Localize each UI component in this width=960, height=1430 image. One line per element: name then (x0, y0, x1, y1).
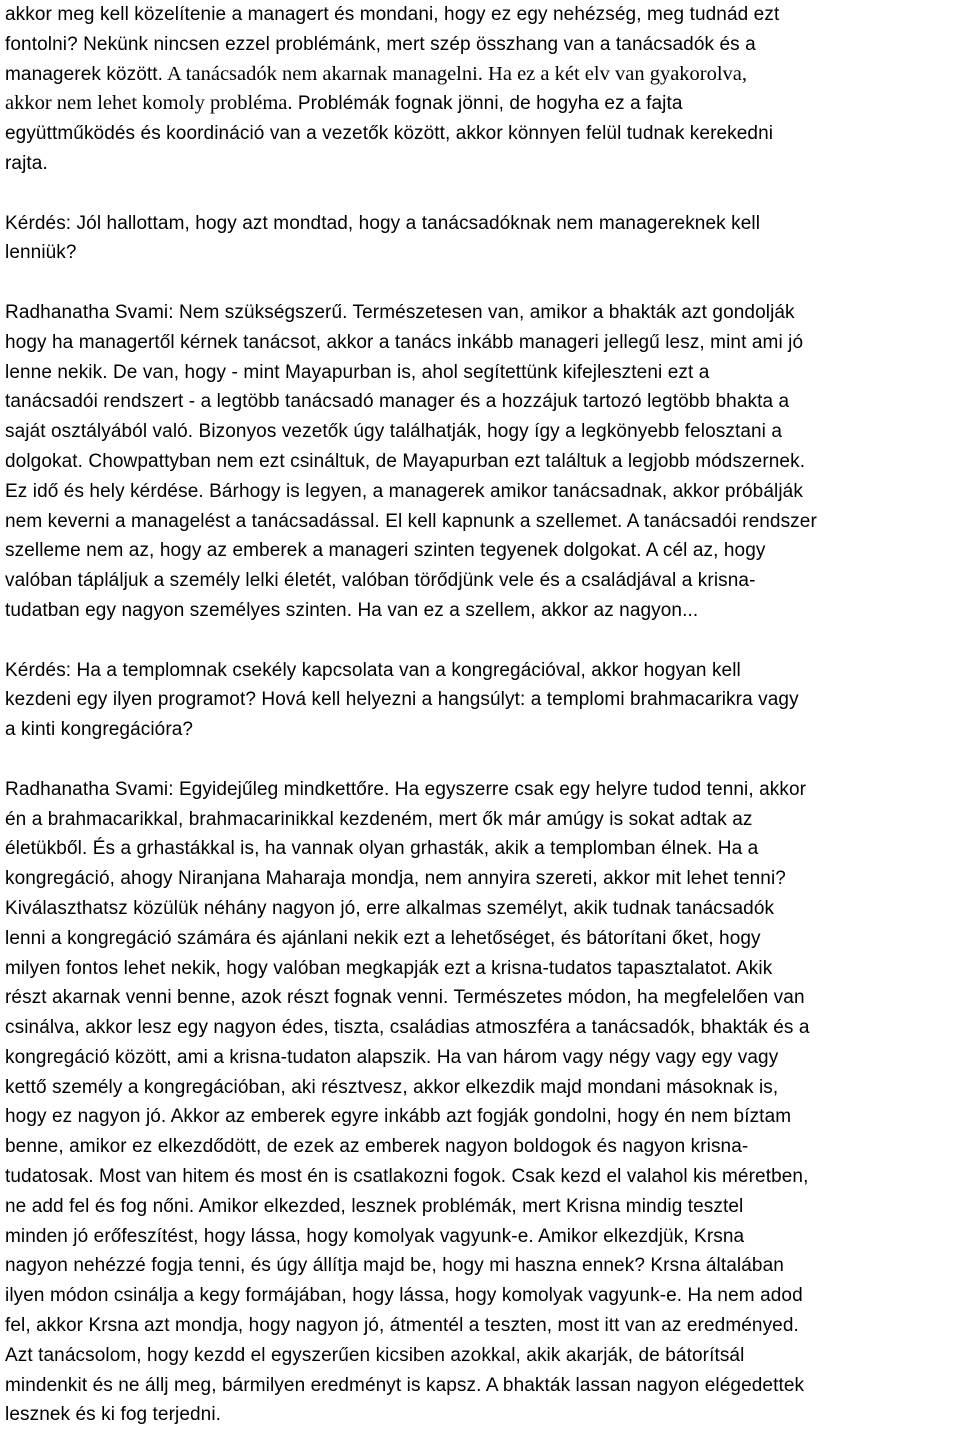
question-paragraph-2: Kérdés: Ha a templomnak csekély kapcsolata van a kongregációval, akkor hogyan kell kezdeni egy ilyen programot? Hová kell helyezni a hangsúlyt: a templomi brahmacarikra vagy a kinti kongregációra? (5, 659, 799, 741)
paragraph-intro-part-2: A tanácsadók nem akarnak managelni. Ha ez a két elv van gyakorolva, akkor nem lehet komoly probléma. (5, 62, 748, 115)
paragraph-intro (5, 0, 955, 179)
paragraph-intro-part-3: Problémák fognak jönni, de hogyha ez a fajta együttműködés és koordináció van a vezetők között, akkor könnyen felül tudnak kerekedni rajta. (5, 93, 774, 174)
answer-paragraph-2: Radhanatha Svami: Egyidejűleg mindkettőre. Ha egyszerre csak egy helyre tudod tenni, akkor én a brahmacarikkal, brahmacarinikkal kezdeném, mert ők már amúgy is sokat adtak az életükből. És a grhastákkal is, ha vannak olyan grhasták, akik a templomban élnek. Ha a kongregáció, ahogy Niranjana Maharaja mondja, nem annyira szereti, akkor mit lehet tenni? Kiválaszthatsz közülük néhány nagyon jó, erre alkalmas személyt, akik tudnak tanácsadók lenni a kongregáció számára és ajánlani nekik ezt a lehetőséget, és bátorítani őket, hogy milyen fontos lehet nekik, hogy valóban megkapják ezt a krisna-tudatos tapasztalatot. Akik részt akarnak venni benne, azok részt fognak venni. Természetes módon, ha megfelelően van csinálva, akkor lesz egy nagyon édes, tiszta, családias atmoszféra a tanácsadók, bhakták és a kongregáció között, ami a krisna-tudaton alapszik. Ha van három vagy négy vagy egy vagy kettő személy a kongregációban, aki résztvesz, akkor elkezdik majd mondani másoknak is, hogy ez nagyon jó. Akkor az emberek egyre inkább azt fogják gondolni, hogy én nem bíztam benne, amikor ez elkezdődött, de ezek az emberek nagyon boldogok és nagyon krisna- tudatosak. Most van hitem és most én is csatlakozni fogok. Csak kezd el valahol kis méretben, ne add fel és fog nőni. Amikor elkezded, lesznek problémák, mert Krisna mindig tesztel minden jó erőfeszítést, hogy lássa, hogy komolyak vagyunk-e. Amikor elkezdjük, Krsna nagyon nehézzé fogja tenni, és úgy állítja majd be, hogy mi haszna ennek? Krsna általában ilyen módon csinálja a kegy formájában, hogy lássa, hogy komolyak vagyunk-e. Ha nem adod fel, akkor Krsna azt mondja, hogy nagyon jó, átmentél a teszten, most itt van az eredményed. Azt tanácsolom, hogy kezdd el egyszerűen kicsiben azokkal, akik akarják, de bátorítsál mindenkit és ne állj meg, bármilyen eredményt is kapsz. A bhakták lassan nagyon elégedettek lesznek és ki fog terjedni. (5, 778, 810, 1426)
paragraph-intro-part-1: akkor meg kell közelítenie a managert és mondani, hogy ez egy nehézség, meg tudnád ezt fontolni? Nekünk nincsen ezzel problémánk, mert szép összhang van a tanácsadók és a managerek között. (5, 4, 780, 85)
document-page (5, 0, 955, 1430)
answer-paragraph-1: Radhanatha Svami: Nem szükségszerű. Természetesen van, amikor a bhakták azt gondolják hogy ha managertől kérnek tanácsot, akkor a tanács inkább manageri jellegű lesz, mint ami jó lenne nekik. De van, hogy - mint Mayapurban is, ahol segítettünk kifejleszteni ezt a tanácsadói rendszert - a legtöbb tanácsadó manager és a hozzájuk tartozó legtöbb bhakta a saját osztályából való. Bizonyos vezetők úgy találhatják, hogy így a legkönyebb felosztani a dolgokat. Chowpattyban nem ezt csináltuk, de Mayapurban ezt találtuk a legjobb módszernek. Ez idő és hely kérdése. Bárhogy is legyen, a managerek amikor tanácsadnak, akkor próbálják nem keverni a managelést a tanácsadással. El kell kapnunk a szellemet. A tanácsadói rendszer szelleme nem az, hogy az emberek a manageri szinten tegyenek dolgokat. A cél az, hogy valóban tápláljuk a személy lelki életét, valóban törődjünk vele és a családjával a krisna- tudatban egy nagyon személyes szinten. Ha van ez a szellem, akkor az nagyon... (5, 301, 817, 621)
question-paragraph-1: Kérdés: Jól hallottam, hogy azt mondtad, hogy a tanácsadóknak nem managereknek kell lenniük? (5, 212, 761, 264)
